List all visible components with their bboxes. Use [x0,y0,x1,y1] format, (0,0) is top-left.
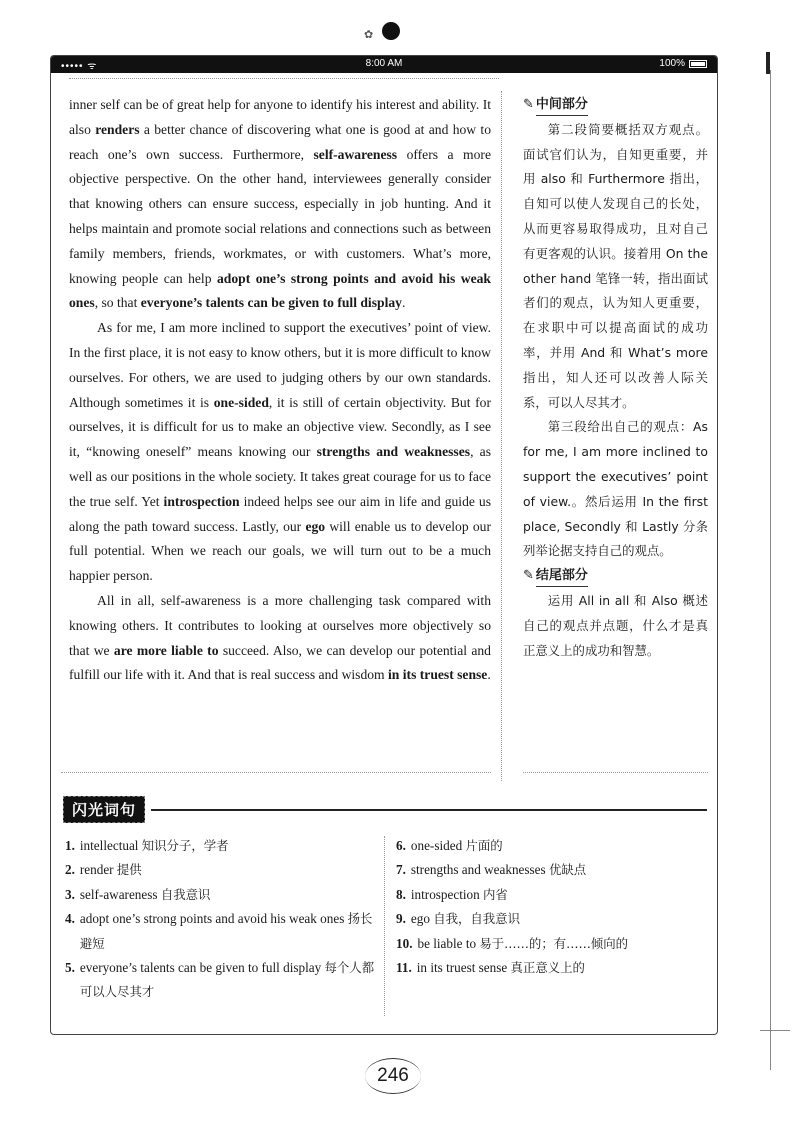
bold-phrase: self-awareness [313,146,398,162]
bold-phrase: are more liable to [113,642,219,658]
vocab-content [80,956,375,1005]
text-run: , so that [94,295,141,311]
vocab-content [80,858,375,882]
vocab-english: self-awareness [79,886,161,902]
vocab-content [411,834,696,858]
vocab-content [417,932,696,956]
text-run: . [401,295,406,311]
top-decoration [360,22,420,48]
text-run: All in all, self-awareness is a more challenging task compared with knowing others. It contributes to looking at ourselves more objectively so that we [69,592,491,658]
essay-text [69,93,491,688]
battery-percent: 100% [659,58,685,69]
text-run: , it is still of certain objectivity. But for ourselves, it is difficult for us to make an objective view. Secondly, as I see it, “knowing oneself” means knowing our [69,394,491,460]
vocab-header [63,796,707,822]
flower-icon: ✿ [364,29,374,41]
text-run: indeed helps see our aim in life and guide us along the path toward success. Lastly, our [69,493,491,534]
vocab-chinese: 提供 [116,862,142,878]
bold-phrase: everyone’s talents can be given to full display [140,295,402,311]
vocab-chinese: 每个人都可以人尽其才 [79,960,375,1000]
ending-section-heading [523,564,708,589]
notes-bottom-divider [523,772,708,773]
bold-phrase: adopt one’s strong points and avoid his weak ones [69,270,491,311]
vocab-content [80,907,375,956]
vocab-content [411,907,696,931]
wifi-icon: ᯤ [87,61,98,72]
page-number: 246 [365,1058,421,1094]
vocab-content [411,858,696,882]
middle-section-heading [523,93,708,118]
vocab-content [411,883,696,907]
vocab-english: intellectual [79,838,142,853]
battery-indicator [659,58,707,69]
text-run: . [487,667,491,683]
text-run: a better chance of discovering what one is good at and how to reach one’s own success. Furthermore, [69,121,492,162]
vocab-english: introspection [410,886,484,902]
signal-icon: ••••• [61,61,88,72]
vocab-english: be liable to [417,935,480,951]
vocab-number: 9. [396,911,406,927]
vocab-number: 2. [65,862,75,878]
vocab-title: 闪光词句 [63,796,145,823]
text-run: inner self can be of great help for anyone to identify his interest and ability. It also [69,97,491,137]
vocab-chinese: 优缺点 [548,862,587,878]
middle-note-paragraph-1: 第二段简要概括双方观点。面试官们认为，自知更重要，并用 also 和 Furthermore 指出，自知可以使人发现自己的长处，从而更容易取得成功，且对自己有更客观的认识。接着用 On the other hand 笔锋一转，指出面试者们的观点，认为知人更重要，在求职中可以提高面试的成功率，并用 And 和 What’s more 指出，知人还可以改善人际关系，可以人尽其才。 [523,121,708,410]
vocab-chinese: 内省 [483,886,508,902]
vocab-content [417,956,696,980]
vocab-english: ego [410,911,434,927]
vocab-item [65,858,375,882]
vocab-item [65,907,375,956]
vocab-english: one-sided [410,838,466,853]
vocab-item [396,883,696,907]
vocab-item [396,907,696,931]
vocab-number: 7. [396,862,406,878]
middle-heading-label: 中间部分 [536,95,588,116]
vocab-chinese: 真正意义上的 [510,960,585,976]
vocab-content [80,883,375,907]
vocab-english: adopt one’s strong points and avoid his weak ones [79,911,348,927]
vocab-content [80,834,375,858]
vocab-chinese: 扬长避短 [79,911,373,951]
vocab-column-divider [384,836,385,1016]
essay-bottom-divider [61,772,491,773]
vocab-chinese: 自我，自我意识 [433,911,520,927]
vocab-english: strengths and weaknesses [410,862,549,878]
bold-phrase: introspection [163,493,240,509]
scan-edge-line [770,70,771,1070]
bold-phrase: renders [95,121,140,137]
vocab-english: in its truest sense [416,960,511,976]
vocab-number: 5. [65,960,75,976]
vocab-list-left [65,834,375,1005]
text-run: succeed. Also, we can develop our potential and fulfill our life with it. And that is real success and wisdom [69,642,491,683]
ending-heading-label: 结尾部分 [536,566,588,587]
vocab-rule [151,809,707,811]
vocab-item [65,834,375,858]
vocab-item [396,858,696,882]
vocab-chinese: 片面的 [465,838,503,853]
vocab-number: 10. [396,935,413,951]
bold-phrase: one-sided [213,394,269,410]
battery-icon [689,60,707,68]
scan-edge-line [760,1030,790,1031]
text-run: will enable us to develop our full potential. When we reach our goals, we will turn out to be a much happier person. [69,518,491,584]
essay-paragraph-3 [69,589,491,688]
bold-phrase: in its truest sense [388,667,488,683]
vocab-item [396,932,696,956]
essay-paragraph-1 [69,93,491,316]
vocab-number: 6. [396,838,406,853]
vocab-chinese: 自我意识 [160,886,211,902]
bold-phrase: strengths and weaknesses [316,444,471,460]
vocab-item [396,834,696,858]
dot-icon [382,22,400,40]
top-divider [69,78,499,79]
essay-paragraph-2 [69,316,491,589]
vocab-item [65,956,375,1005]
vocab-number: 1. [65,838,75,853]
column-divider [501,91,502,781]
vocab-english: render [79,862,117,878]
vocab-item [396,956,696,980]
vocab-number: 8. [396,886,406,902]
vocab-number: 4. [65,911,75,927]
status-time: 8:00 AM [365,58,403,69]
vocab-item [65,883,375,907]
text-run: As for me, I am more inclined to support the executives’ point of view. In the first place, it is not easy to know others, but it is more difficult to know ourselves. For others, we are used to judging others by our own standards. Although sometimes it is [69,320,491,410]
ending-note-paragraph: 运用 All in all 和 Also 概述自己的观点并点题，什么才是真正意义上的成功和智慧。 [523,592,708,658]
text-run: offers a more objective perspective. On the other hand, interviewees generally consider that knowing others can ensure success, especially in job hunting. And it helps maintain and promote social relations and connections such as between family members, friends, workmates, or with customers. What’s more, knowing people can help [69,146,491,286]
vocab-number: 11. [396,960,412,976]
vocab-list-right [396,834,696,980]
vocab-number: 3. [65,886,75,902]
middle-note-paragraph-2: 第三段给出自己的观点：As for me, I am more inclined to support the executives’ point of view.。然后运用 In the first place, Secondly 和 Lastly 分条列举论据支持自己的观点。 [523,419,708,559]
pen-icon: ✎ [523,568,534,584]
bold-phrase: ego [305,518,326,534]
text-run: , as well as our positions in the whole society. It takes great courage for us to face the true self. Yet [69,444,492,509]
vocab-english: everyone’s talents can be given to full display [79,960,325,976]
vocab-chinese: 知识分子，学者 [141,838,229,853]
notes-column [523,93,708,663]
vocab-chinese: 易于……的；有……倾向的 [479,935,629,951]
device-screen [50,55,718,1035]
status-bar [51,56,717,73]
pen-icon: ✎ [523,97,534,112]
